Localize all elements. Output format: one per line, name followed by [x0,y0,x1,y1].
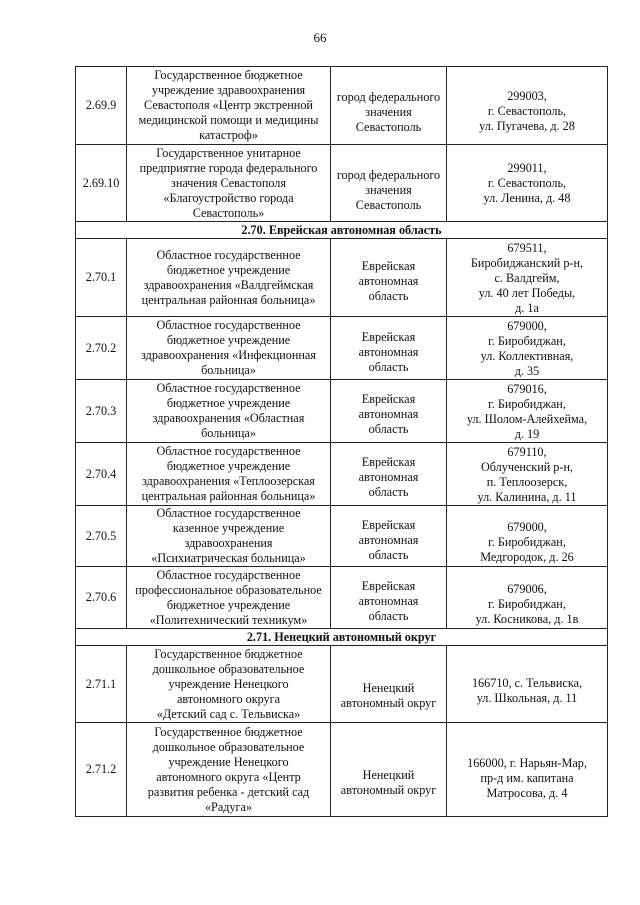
entry-code-cell [76,567,127,629]
entry-code-cell [76,646,127,723]
region-name-cell [331,380,447,443]
organization-name-cell [127,723,331,817]
postal-address-cell [447,380,608,443]
region-name-cell [331,506,447,567]
table-row [76,723,608,817]
postal-address: 679000, г. Биробиджан, ул. Коллективная, д. 35 [480,319,574,378]
postal-address-cell [447,67,608,145]
region-name: город федерального значения Севастополь [336,90,441,134]
postal-address-cell [447,317,608,380]
region-name-cell [331,317,447,380]
section-header-row [76,222,608,239]
region-name: Еврейская автономная область [358,517,419,562]
page-number: 66 [313,30,327,45]
region-name-cell [331,443,447,506]
organization-name-cell [127,506,331,567]
table-row [76,145,608,222]
region-name-cell [331,723,447,817]
entry-code: 2.70.2 [85,340,117,355]
organization-name-cell [127,67,331,145]
organization-name: Областное государственное бюджетное учреждение здравоохранения «Теплоозерская центральная районная больница» [141,444,316,503]
organization-name: Областное государственное бюджетное учреждение здравоохранения «Валдгеймская центральная районная больница» [141,247,316,307]
organization-name: Государственное бюджетное дошкольное образовательное учреждение Ненецкого автономного округа «Центр развития ребенка - детский сад «Радуга» [147,724,310,814]
organization-name-cell [127,145,331,222]
table-row [76,646,608,723]
postal-address: 166710, с. Тельвиска, ул. Школьная, д. 11 [471,676,583,705]
organization-name: Государственное бюджетное дошкольное образовательное учреждение Ненецкого автономного округа «Детский сад с. Тельвиска» [152,646,305,721]
postal-address-cell [447,145,608,222]
region-name: город федерального значения Севастополь [336,167,441,212]
postal-address: 299011, г. Севастополь, ул. Ленина, д. 48 [483,160,571,205]
organization-name-cell [127,380,331,443]
entry-code-cell [76,723,127,817]
region-name: Еврейская автономная область [358,259,419,303]
entry-code-cell [76,239,127,317]
entry-code-cell [76,317,127,380]
organizations-table [75,66,608,817]
postal-address-cell [447,239,608,317]
postal-address-cell [447,567,608,629]
organization-name: Областное государственное бюджетное учреждение здравоохранения «Инфекционная больница» [141,318,316,377]
table-row [76,443,608,506]
entry-code: 2.71.2 [85,762,117,776]
postal-address: 679511, Биробиджанский р-н, с. Валдгейм, ул. 40 лет Победы, д. 1а [470,241,584,315]
table-row [76,239,608,317]
postal-address: 679016, г. Биробиджан, ул. Шолом-Алейхейма, д. 19 [466,382,588,441]
region-name-cell [331,567,447,629]
entry-code: 2.69.9 [85,98,117,112]
table-row [76,67,608,145]
table-row [76,317,608,380]
organization-name-cell [127,646,331,723]
section-title: 2.70. Еврейская автономная область [76,222,608,239]
entry-code: 2.70.5 [85,528,117,543]
region-name-cell [331,145,447,222]
postal-address-cell [447,443,608,506]
organization-name: Государственное унитарное предприятие города федерального значения Севастополя «Благоустройство города Севастополь» [139,145,318,220]
section-title: 2.71. Ненецкий автономный округ [76,629,608,646]
region-name: Еврейская автономная область [358,579,419,623]
entry-code-cell [76,145,127,222]
entry-code-cell [76,380,127,443]
region-name: Еврейская автономная область [358,454,419,499]
organization-name-cell [127,443,331,506]
postal-address: 679006, г. Биробиджан, ул. Косникова, д. 1в [475,581,579,626]
entry-code: 2.70.4 [85,466,117,481]
entry-code: 2.70.6 [85,590,117,604]
postal-address: 679000, г. Биробиджан, Медгородок, д. 26 [480,520,574,564]
postal-address: 679110, Облученский р-н, п. Теплоозерск, ул. Калинина, д. 11 [477,445,577,504]
postal-address-cell [447,646,608,723]
entry-code-cell [76,506,127,567]
postal-address-cell [447,506,608,567]
region-name-cell [331,67,447,145]
region-name: Еврейская автономная область [358,329,419,374]
organization-name: Государственное бюджетное учреждение здравоохранения Севастополя «Центр экстренной медицинской помощи и медицины катастроф» [138,68,319,142]
entry-code: 2.70.3 [85,403,117,418]
postal-address: 166000, г. Нарьян-Мар, пр-д им. капитана Матросова, д. 4 [467,755,587,800]
entry-code: 2.71.1 [85,676,117,691]
entry-code: 2.69.10 [82,175,120,190]
postal-address-cell [447,723,608,817]
table-row [76,567,608,629]
section-header-row [76,629,608,646]
region-name: Ненецкий автономный округ [340,681,437,710]
organization-name-cell [127,317,331,380]
organization-name: Областное государственное казенное учреждение здравоохранения «Психиатрическая больница» [151,506,306,565]
table-row [76,380,608,443]
entry-code: 2.70.1 [85,270,117,284]
entry-code-cell [76,443,127,506]
region-name-cell [331,239,447,317]
region-name: Ненецкий автономный округ [340,767,437,797]
organization-name: Областное государственное профессиональное образовательное бюджетное учреждение «Политехнический техникум» [135,567,322,627]
region-name: Еврейская автономная область [358,391,419,436]
organization-name-cell [127,239,331,317]
entry-code-cell [76,67,127,145]
organization-name: Областное государственное бюджетное учреждение здравоохранения «Областная больница» [152,381,305,440]
postal-address: 299003, г. Севастополь, ул. Пугачева, д. 28 [479,89,575,133]
region-name-cell [331,646,447,723]
table-row [76,506,608,567]
organization-name-cell [127,567,331,629]
